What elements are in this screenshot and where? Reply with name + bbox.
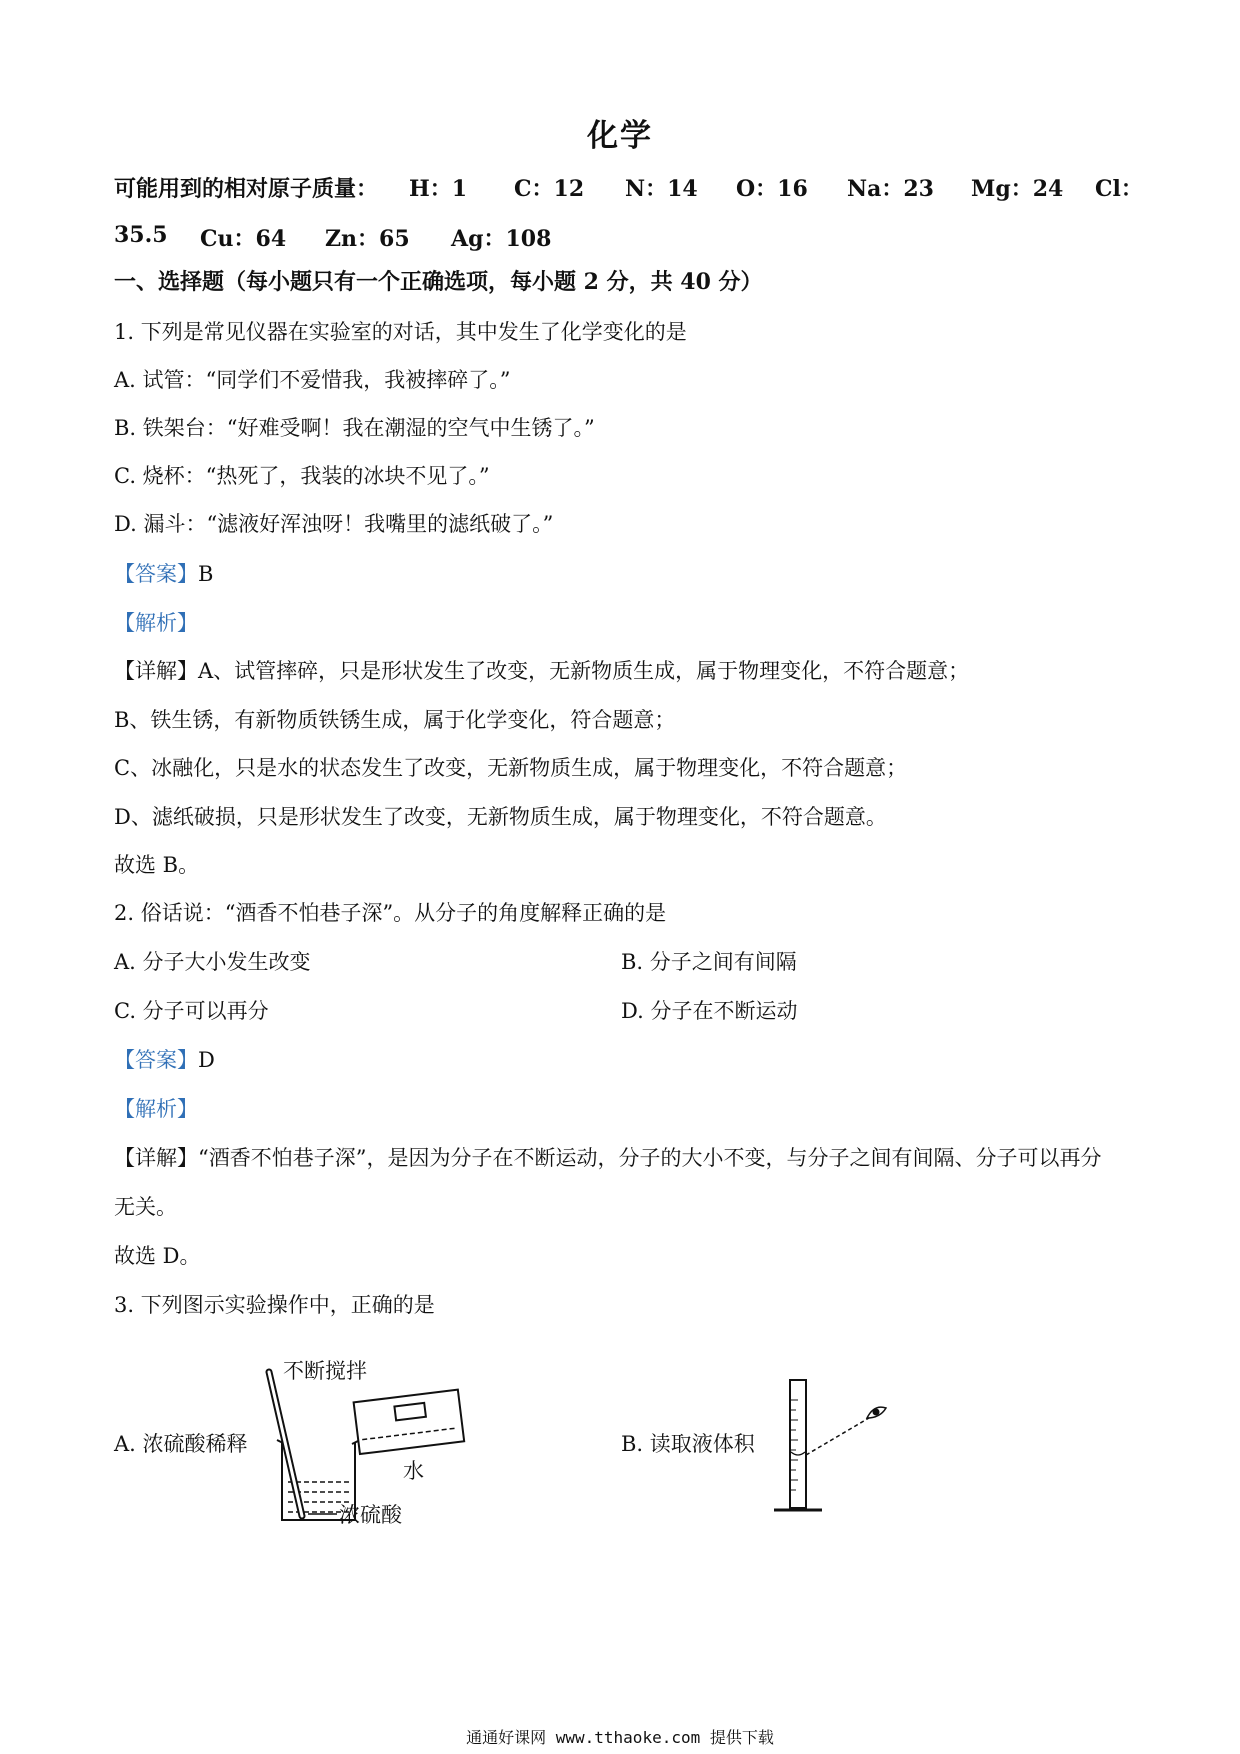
mass-item: Na：23	[847, 176, 934, 202]
label-water: 水	[403, 1459, 424, 1483]
question-2-option-a: A. 分子大小发生改变	[114, 950, 311, 974]
question-1-stem: 1. 下列是常见仪器在实验室的对话，其中发生了化学变化的是	[114, 320, 687, 344]
mass-item: Ag：108	[451, 226, 552, 252]
eye-icon	[867, 1407, 886, 1418]
question-2-answer	[114, 1046, 215, 1074]
detail-text: “酒香不怕巷子深”，是因为分子在不断运动，分子的大小不变，与分子之间有间隔、分子可以再分	[198, 1146, 1102, 1170]
answer-value: B	[198, 562, 214, 586]
question-2-option-c: C. 分子可以再分	[114, 999, 269, 1023]
answer-tag: 【答案】	[114, 562, 198, 586]
section-heading: 一、选择题（每小题只有一个正确选项，每小题 2 分，共 40 分）	[114, 269, 763, 295]
question-1-answer	[114, 560, 213, 588]
question-1-detail-3: C、冰融化，只是水的状态发生了改变，无新物质生成，属于物理变化，不符合题意；	[114, 756, 908, 780]
question-1-detail-2: B、铁生锈，有新物质铁锈生成，属于化学变化，符合题意；	[114, 708, 676, 732]
page-title: 化学	[587, 118, 653, 154]
question-1-option-a: A. 试管：“同学们不爱惜我，我被摔碎了。”	[114, 368, 511, 392]
mass-item: H：1	[409, 176, 468, 202]
figure-cylinder-reading	[770, 1370, 900, 1520]
detail-tag: 【详解】	[114, 1146, 198, 1170]
answer-tag: 【答案】	[114, 1048, 198, 1072]
question-2-stem: 2. 俗话说：“酒香不怕巷子深”。从分子的角度解释正确的是	[114, 901, 667, 925]
question-1-option-c: C. 烧杯：“热死了，我装的冰块不见了。”	[114, 464, 490, 488]
question-2-conclusion: 故选 D。	[114, 1244, 201, 1268]
question-1-conclusion: 故选 B。	[114, 853, 200, 877]
question-3-stem: 3. 下列图示实验操作中，正确的是	[114, 1293, 435, 1317]
question-2-option-d: D. 分子在不断运动	[621, 999, 798, 1023]
question-1-detail-4: D、滤纸破损，只是形状发生了改变，无新物质生成，属于物理变化，不符合题意。	[114, 805, 887, 829]
mass-item: C：12	[514, 176, 585, 202]
answer-value: D	[198, 1048, 215, 1072]
question-1-option-b: B. 铁架台：“好难受啊！我在潮湿的空气中生锈了。”	[114, 416, 595, 440]
figure-acid-dilution	[255, 1360, 470, 1540]
question-3-option-a: A. 浓硫酸稀释	[114, 1432, 248, 1456]
water-bottle	[354, 1390, 465, 1454]
mass-item: Zn：65	[325, 226, 410, 252]
question-2-detail-2: 无关。	[114, 1195, 177, 1219]
mass-item: Mg：24	[971, 176, 1064, 202]
graduated-cylinder	[790, 1380, 806, 1508]
detail-tag: 【详解】	[114, 659, 198, 683]
mass-item: O：16	[736, 176, 808, 202]
question-1-detail-1	[114, 657, 969, 685]
detail-text: A、试管摔碎，只是形状发生了改变，无新物质生成，属于物理变化，不符合题意；	[198, 659, 970, 683]
question-3-option-b: B. 读取液体积	[621, 1432, 755, 1456]
label-stir: 不断搅拌	[283, 1360, 367, 1383]
label-acid: 浓硫酸	[339, 1503, 402, 1527]
mass-item: Cu：64	[200, 226, 287, 252]
mass-item: Cl：	[1095, 176, 1143, 202]
mass-item: 35.5	[114, 222, 168, 248]
sight-line	[806, 1415, 874, 1455]
question-2-detail-1	[114, 1144, 1101, 1172]
analysis-tag: 【解析】	[114, 1097, 198, 1121]
page-footer: 通通好课网 www.tthaoke.com 提供下载	[466, 1728, 774, 1747]
analysis-tag: 【解析】	[114, 611, 198, 635]
atomic-masses-label: 可能用到的相对原子质量：	[114, 176, 379, 202]
mass-item: N：14	[625, 176, 698, 202]
question-1-option-d: D. 漏斗：“滤液好浑浊呀！我嘴里的滤纸破了。”	[114, 512, 554, 536]
question-2-option-b: B. 分子之间有间隔	[621, 950, 797, 974]
